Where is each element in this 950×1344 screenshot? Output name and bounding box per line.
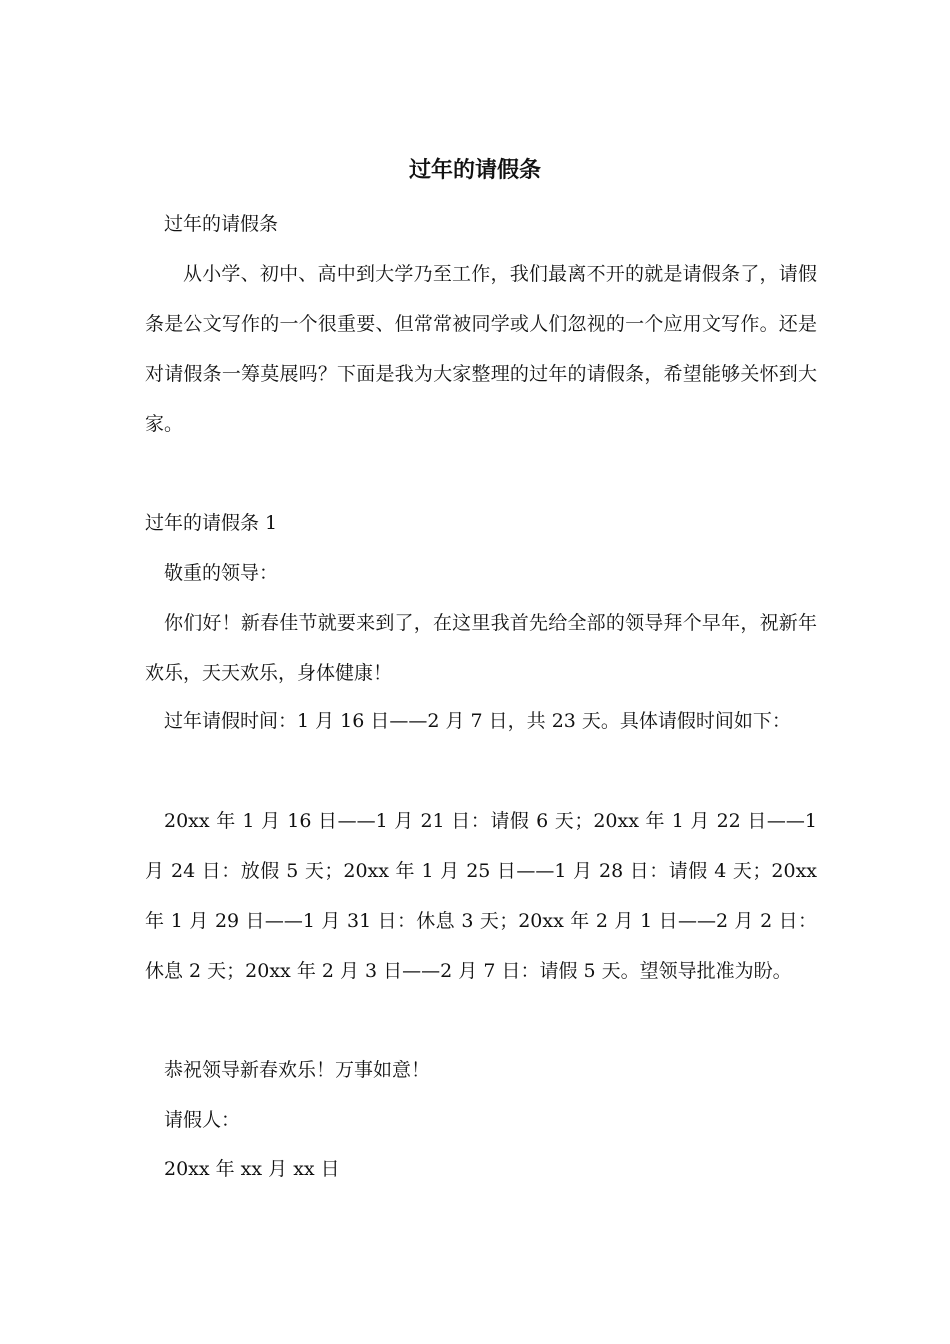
wishes-paragraph: 恭祝领导新春欢乐！万事如意！ xyxy=(164,1059,431,1081)
salutation-paragraph: 敬重的领导： xyxy=(164,562,279,584)
section-heading-1: 过年的请假条 1 xyxy=(145,512,278,534)
leave-schedule-paragraph: 20xx 年 1 月 16 日——1 月 21 日：请假 6 天；20xx 年 1 月 22 日——1 月 24 日：放假 5 天；20xx 年 1 月 25 日——1 月 28 日：请假 4 天；20xx 年 1 月 29 日——1 月 31 日：休息 3 天；20xx 年 2 月 1 日——2 月 2 日：休息 2 天；20xx 年 2 月 3 日——2 月 7 日：请假 5 天。望领导批准为盼。 xyxy=(145,810,817,982)
leave-period-paragraph: 过年请假时间：1 月 16 日——2 月 7 日，共 23 天。具体请假时间如下： xyxy=(164,710,791,732)
document-title: 过年的请假条 xyxy=(408,157,541,183)
intro-paragraph: 从小学、初中、高中到大学乃至工作，我们最离不开的就是请假条了，请假条是公文写作的一个很重要、但常常被同学或人们忽视的一个应用文写作。还是对请假条一筹莫展吗？下面是我为大家整理的过年的请假条，希望能够关怀到大家。 xyxy=(145,263,817,435)
greeting-paragraph: 你们好！新春佳节就要来到了，在这里我首先给全部的领导拜个早年，祝新年欢乐，天天欢乐，身体健康！ xyxy=(145,612,817,684)
subtitle-paragraph: 过年的请假条 xyxy=(164,213,279,235)
applicant-line: 请假人： xyxy=(164,1109,241,1131)
date-line: 20xx 年 xx 月 xx 日 xyxy=(164,1158,340,1180)
